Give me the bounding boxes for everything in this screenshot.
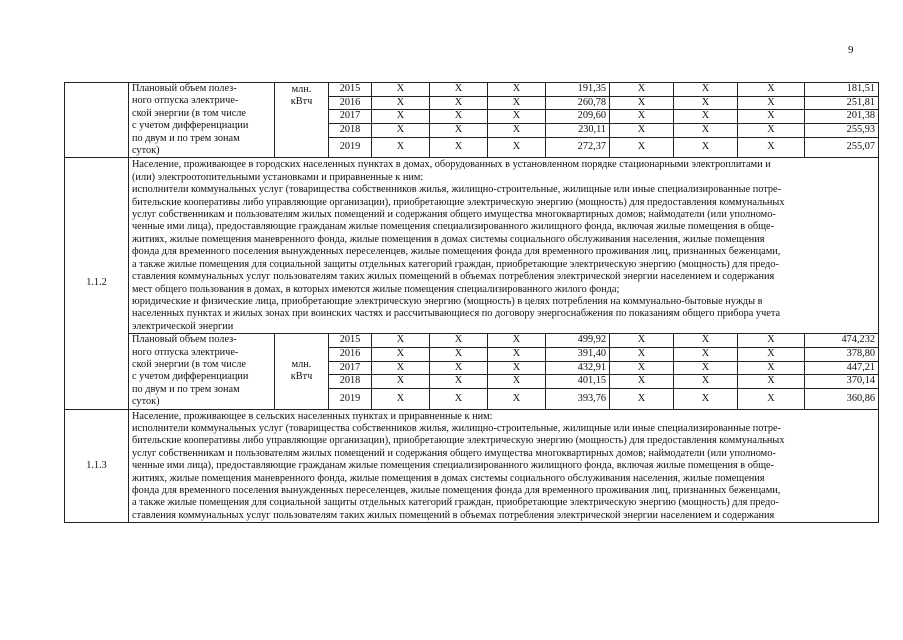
section-description-line: услуг собственникам и пользователям жилых помещений и содержания общего имущества многоквартирных домов; наймодатели (или уполномо- xyxy=(132,447,776,459)
x-mark-cell: Х xyxy=(610,83,674,97)
x-mark-cell: Х xyxy=(488,334,546,348)
x-mark-cell: Х xyxy=(372,96,430,110)
x-mark-cell: Х xyxy=(430,83,488,97)
x-mark-cell: Х xyxy=(372,110,430,124)
section-description-line: юридические и физические лица, приобретающие электрическую энергию (мощность) в целях потребления на коммунально-бытовые нужды в xyxy=(132,295,763,307)
x-mark-cell: Х xyxy=(674,347,738,361)
x-mark-cell: Х xyxy=(738,375,805,389)
year-cell: 2015 xyxy=(329,83,372,97)
section-description xyxy=(129,409,879,523)
plan-volume-label-line: по двум и по трем зонам xyxy=(132,383,240,395)
plan-volume-label-line: Плановый объем полез- xyxy=(132,334,237,346)
main-table xyxy=(64,82,879,523)
year-cell: 2015 xyxy=(329,334,372,348)
section-description-line: мест общего пользования в домах, в которых имеются жилые помещения специализированного жилого фонда; xyxy=(132,283,620,295)
x-mark-cell: Х xyxy=(610,389,674,410)
plan-volume-label-line: ного отпуска электриче- xyxy=(132,346,239,358)
section-description-row xyxy=(65,409,879,523)
section-description-line: (или) электроотопительными установками и приравненные к ним: xyxy=(132,171,424,183)
unit-line: млн. xyxy=(291,358,312,370)
x-mark-cell: Х xyxy=(488,110,546,124)
section-description-line: ставления коммунальных услуг пользователям таких жилых помещений в объемах потребления электрической энергии населением и содержания xyxy=(132,509,775,521)
page-number: 9 xyxy=(848,44,854,56)
year-cell: 2017 xyxy=(329,110,372,124)
value-cell: 432,91 xyxy=(546,361,610,375)
value-cell: 391,40 xyxy=(546,347,610,361)
x-mark-cell: Х xyxy=(610,96,674,110)
value-cell: 474,232 xyxy=(805,334,879,348)
x-mark-cell: Х xyxy=(488,389,546,410)
x-mark-cell: Х xyxy=(372,389,430,410)
section-description-line: а также жилые помещения для социальной защиты отдельных категорий граждан, приобретающие электрическую энергию (мощность) для предо- xyxy=(132,497,779,509)
x-mark-cell: Х xyxy=(488,375,546,389)
x-mark-cell: Х xyxy=(738,389,805,410)
value-cell: 393,76 xyxy=(546,389,610,410)
section-number: 1.1.2 xyxy=(65,158,129,409)
value-cell: 201,38 xyxy=(805,110,879,124)
value-cell: 378,80 xyxy=(805,347,879,361)
value-cell: 230,11 xyxy=(546,124,610,138)
value-cell: 255,07 xyxy=(805,137,879,158)
section-description-line: исполнители коммунальных услуг (товарищества собственников жилья, жилищно-строительные, жилищные или иные специализированные потре- xyxy=(132,184,782,196)
x-mark-cell: Х xyxy=(738,124,805,138)
x-mark-cell: Х xyxy=(738,96,805,110)
x-mark-cell: Х xyxy=(372,124,430,138)
x-mark-cell: Х xyxy=(610,347,674,361)
section-description-line: ченные ими лица), предоставляющие гражданам жилые помещения специализированного жилищного фонда, включая жилые помещения в обще- xyxy=(132,460,775,472)
x-mark-cell: Х xyxy=(674,334,738,348)
x-mark-cell: Х xyxy=(430,96,488,110)
value-cell: 181,51 xyxy=(805,83,879,97)
x-mark-cell: Х xyxy=(372,361,430,375)
year-cell: 2016 xyxy=(329,347,372,361)
x-mark-cell: Х xyxy=(674,375,738,389)
x-mark-cell: Х xyxy=(372,375,430,389)
x-mark-cell: Х xyxy=(674,124,738,138)
x-mark-cell: Х xyxy=(610,137,674,158)
year-cell: 2017 xyxy=(329,361,372,375)
section-description-line: ченные ими лица), предоставляющие гражданам жилые помещения специализированного жилищного фонда, включая жилые помещения в обще- xyxy=(132,221,775,233)
x-mark-cell: Х xyxy=(674,96,738,110)
data-row xyxy=(65,83,879,97)
x-mark-cell: Х xyxy=(738,334,805,348)
plan-volume-label-line: суток) xyxy=(132,145,160,157)
section-description-line: электрической энергии xyxy=(132,320,234,332)
x-mark-cell: Х xyxy=(738,347,805,361)
plan-volume-label-line: суток) xyxy=(132,396,160,408)
section-description-line: бительские кооперативы либо управляющие организации), приобретающие электрическую энергию (мощность) для предоставления коммунальных xyxy=(132,435,785,447)
x-mark-cell: Х xyxy=(372,347,430,361)
x-mark-cell: Х xyxy=(430,110,488,124)
section-description-line: фонда для временного поселения вынужденных переселенцев, жилые помещения фонда для временного проживания лиц, признанных беженцами, xyxy=(132,246,781,258)
x-mark-cell: Х xyxy=(738,361,805,375)
x-mark-cell: Х xyxy=(430,334,488,348)
value-cell: 209,60 xyxy=(546,110,610,124)
section-description-line: а также жилые помещения для социальной защиты отдельных категорий граждан, приобретающие электрическую энергию (мощность) для предо- xyxy=(132,258,779,270)
section-description-line: населенных пунктах и жилых зонах при воинских частях и рассчитывающиеся по договору энергоснабжения по показаниям общего прибора учета xyxy=(132,308,781,320)
plan-volume-label xyxy=(129,83,275,158)
x-mark-cell: Х xyxy=(488,347,546,361)
plan-volume-label-line: с учетом дифференциации xyxy=(132,120,249,132)
x-mark-cell: Х xyxy=(488,137,546,158)
unit-line: млн. xyxy=(291,84,312,95)
x-mark-cell: Х xyxy=(430,347,488,361)
value-cell: 251,81 xyxy=(805,96,879,110)
year-cell: 2018 xyxy=(329,375,372,389)
section-description-line: Население, проживающее в сельских населенных пунктах и приравненные к ним: xyxy=(132,410,493,422)
section-description-line: бительские кооперативы либо управляющие организации), приобретающие электрическую энергию (мощность) для предоставления коммунальных xyxy=(132,196,785,208)
value-cell: 370,14 xyxy=(805,375,879,389)
section-description-line: услуг собственникам и пользователям жилых помещений и содержания общего имущества многоквартирных домов; наймодатели (или уполномо- xyxy=(132,209,776,221)
x-mark-cell: Х xyxy=(430,361,488,375)
x-mark-cell: Х xyxy=(430,389,488,410)
unit-cell xyxy=(275,83,329,158)
data-row xyxy=(65,334,879,348)
year-cell: 2016 xyxy=(329,96,372,110)
unit-line: кВтч xyxy=(290,371,313,383)
x-mark-cell: Х xyxy=(372,137,430,158)
x-mark-cell: Х xyxy=(610,110,674,124)
x-mark-cell: Х xyxy=(488,124,546,138)
x-mark-cell: Х xyxy=(430,375,488,389)
section-description-line: житиях, жилые помещения маневренного фонда, жилые помещения в домах системы социального обслуживания населения, жилые помещения xyxy=(132,233,765,245)
unit-cell xyxy=(275,334,329,409)
year-cell: 2019 xyxy=(329,389,372,410)
section-number-empty xyxy=(65,83,129,158)
plan-volume-label-line: ской энергии (в том числе xyxy=(132,358,246,370)
value-cell: 272,37 xyxy=(546,137,610,158)
x-mark-cell: Х xyxy=(674,137,738,158)
plan-volume-label-line: ного отпуска электриче- xyxy=(132,95,239,107)
x-mark-cell: Х xyxy=(610,361,674,375)
section-description-row xyxy=(65,158,879,334)
x-mark-cell: Х xyxy=(674,83,738,97)
x-mark-cell: Х xyxy=(488,83,546,97)
x-mark-cell: Х xyxy=(372,334,430,348)
x-mark-cell: Х xyxy=(488,96,546,110)
plan-volume-label-line: Плановый объем полез- xyxy=(132,83,237,94)
section-description xyxy=(129,158,879,334)
value-cell: 255,93 xyxy=(805,124,879,138)
value-cell: 499,92 xyxy=(546,334,610,348)
value-cell: 360,86 xyxy=(805,389,879,410)
section-description-line: исполнители коммунальных услуг (товарищества собственников жилья, жилищно-строительные, жилищные или иные специализированные потре- xyxy=(132,422,782,434)
plan-volume-label xyxy=(129,334,275,409)
x-mark-cell: Х xyxy=(430,137,488,158)
x-mark-cell: Х xyxy=(372,83,430,97)
x-mark-cell: Х xyxy=(488,361,546,375)
x-mark-cell: Х xyxy=(610,375,674,389)
section-description-line: фонда для временного поселения вынужденных переселенцев, жилые помещения фонда для временного проживания лиц, признанных беженцами, xyxy=(132,485,781,496)
x-mark-cell: Х xyxy=(430,124,488,138)
x-mark-cell: Х xyxy=(674,110,738,124)
section-description-line: житиях, жилые помещения маневренного фонда, жилые помещения в домах системы социального обслуживания населения, жилые помещения xyxy=(132,472,765,484)
x-mark-cell: Х xyxy=(738,137,805,158)
year-cell: 2019 xyxy=(329,137,372,158)
plan-volume-label-line: ской энергии (в том числе xyxy=(132,107,246,119)
x-mark-cell: Х xyxy=(610,334,674,348)
section-number: 1.1.3 xyxy=(65,409,129,523)
plan-volume-label-line: с учетом дифференциации xyxy=(132,371,249,383)
year-cell: 2018 xyxy=(329,124,372,138)
section-description-line: Население, проживающее в городских населенных пунктах в домах, оборудованных в установленном порядке стационарными электроплитами и xyxy=(132,159,771,171)
x-mark-cell: Х xyxy=(674,389,738,410)
x-mark-cell: Х xyxy=(738,110,805,124)
value-cell: 260,78 xyxy=(546,96,610,110)
value-cell: 401,15 xyxy=(546,375,610,389)
section-description-line: ставления коммунальных услуг пользователям таких жилых помещений в объемах потребления электрической энергии населением и содержания xyxy=(132,271,775,283)
plan-volume-label-line: по двум и по трем зонам xyxy=(132,132,240,144)
unit-line: кВтч xyxy=(290,96,313,108)
value-cell: 191,35 xyxy=(546,83,610,97)
x-mark-cell: Х xyxy=(738,83,805,97)
value-cell: 447,21 xyxy=(805,361,879,375)
x-mark-cell: Х xyxy=(674,361,738,375)
x-mark-cell: Х xyxy=(610,124,674,138)
tariff-volume-table xyxy=(64,82,878,523)
